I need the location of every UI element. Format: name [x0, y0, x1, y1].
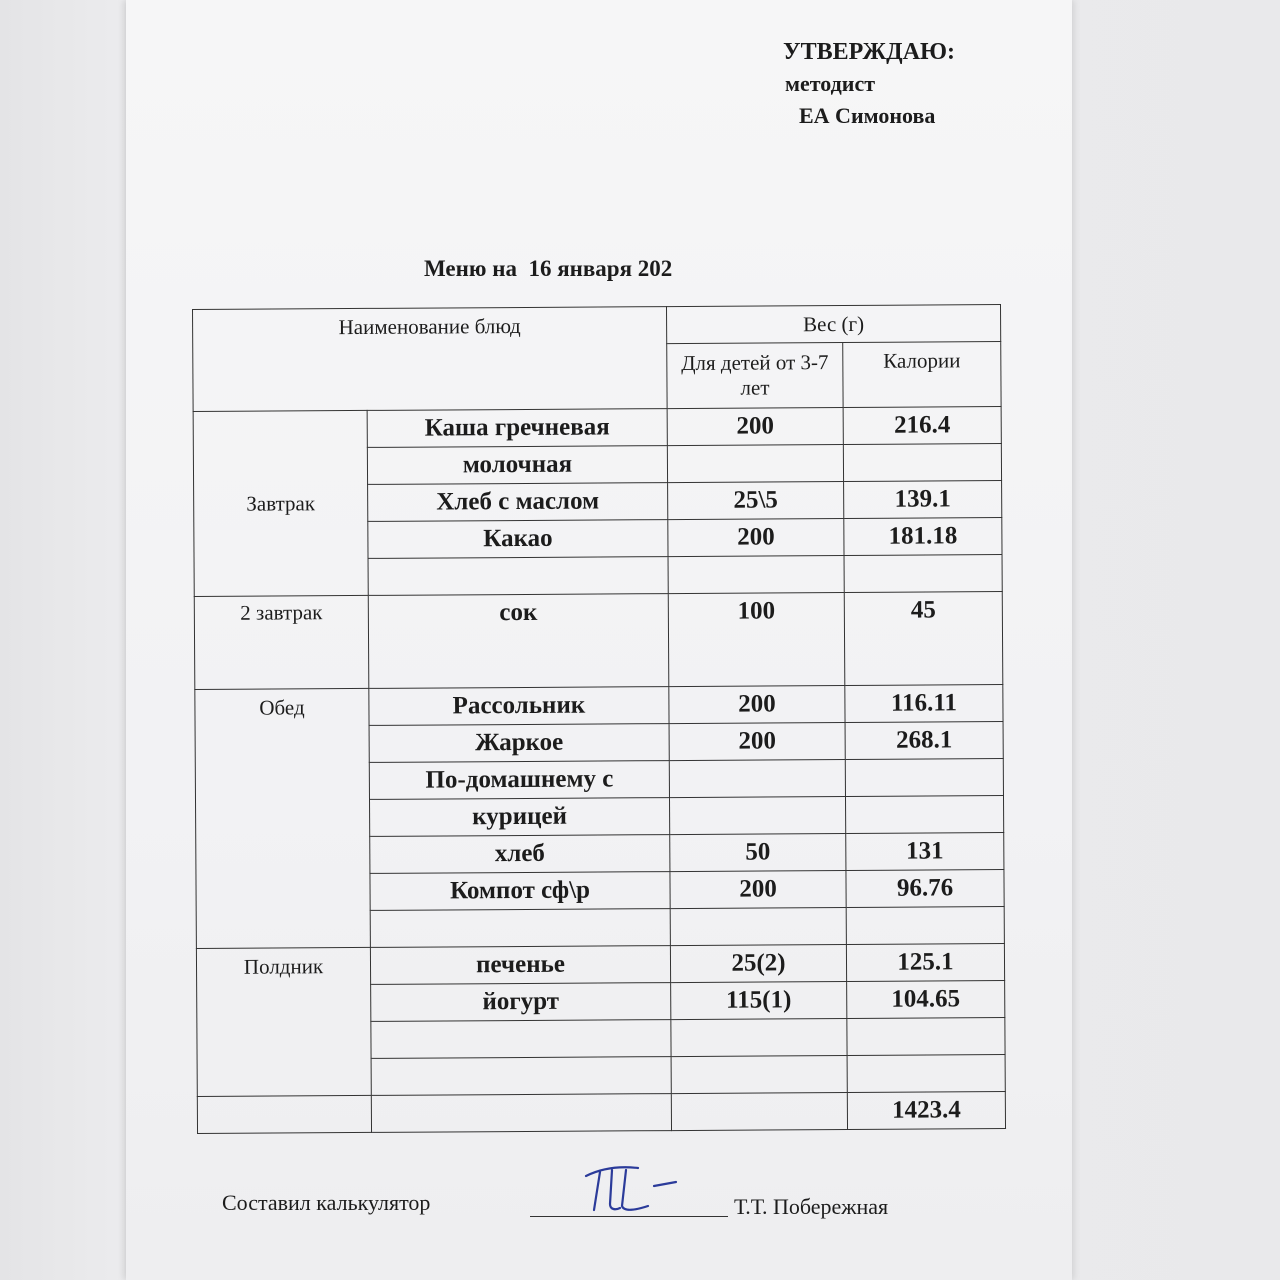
approval-title: УТВЕРЖДАЮ: [783, 39, 956, 65]
calories-cell [847, 1018, 1005, 1056]
dish-cell: молочная [367, 446, 667, 485]
weight-cell [667, 445, 843, 483]
dish-cell: Компот сф\р [370, 872, 670, 911]
calories-cell: 181.18 [844, 518, 1002, 556]
dish-cell: По-домашнему с [369, 761, 669, 800]
weight-cell: 200 [670, 871, 846, 909]
signature-icon [580, 1160, 690, 1220]
dish-cell: Хлеб с маслом [368, 483, 668, 522]
composer-name: Т.Т. Побережная [734, 1194, 889, 1219]
meal-second-breakfast: 2 завтрак [194, 595, 369, 689]
total-calories: 1423.4 [847, 1092, 1005, 1130]
header-calories: Калории [843, 342, 1001, 408]
weight-cell [670, 908, 846, 946]
calories-cell [843, 444, 1001, 482]
calories-cell [845, 796, 1003, 834]
weight-cell: 200 [668, 519, 844, 557]
dish-cell [370, 909, 670, 948]
dish-cell [371, 1057, 671, 1096]
table-row [196, 944, 1004, 986]
calories-cell: 216.4 [843, 407, 1001, 445]
composer-label: Составил калькулятор [222, 1190, 431, 1215]
dish-cell: Рассольник [369, 687, 669, 726]
calories-cell: 268.1 [845, 722, 1003, 760]
dish-cell: Каша гречневая [367, 409, 667, 448]
total-empty-cell [197, 1095, 371, 1133]
weight-cell: 25\5 [668, 482, 844, 520]
dish-cell: Какао [368, 520, 668, 559]
weight-cell [668, 556, 844, 594]
weight-cell: 115(1) [671, 982, 847, 1020]
weight-cell: 200 [667, 408, 843, 446]
calories-cell: 104.65 [847, 981, 1005, 1019]
calories-cell [846, 907, 1004, 945]
table-row [193, 407, 1001, 449]
meal-snack: Полдник [196, 947, 371, 1096]
dish-cell: хлеб [370, 835, 670, 874]
approval-block [783, 36, 1043, 132]
menu-title: Меню на 16 января 202 [424, 256, 673, 281]
calories-cell [845, 759, 1003, 797]
header-kids: Для детей от 3-7 лет [667, 343, 843, 409]
calories-cell: 139.1 [844, 481, 1002, 519]
calories-cell: 96.76 [846, 870, 1004, 908]
weight-cell [669, 760, 845, 798]
approval-name: ЕА Симонова [799, 103, 936, 128]
dish-cell: курицей [369, 798, 669, 837]
meal-breakfast: Завтрак [193, 410, 368, 596]
calories-cell: 45 [844, 592, 1003, 686]
calories-cell [844, 555, 1002, 593]
table-row [195, 685, 1003, 727]
dish-cell: йогурт [371, 983, 671, 1022]
header-weight: Вес (г) [666, 305, 1000, 344]
dish-cell: Жаркое [369, 724, 669, 763]
dish-cell: сок [368, 594, 669, 689]
table-row [194, 592, 1003, 690]
dish-cell [368, 557, 668, 596]
total-empty-cell [371, 1094, 671, 1133]
weight-cell: 100 [668, 593, 845, 687]
calories-cell: 131 [846, 833, 1004, 871]
calories-cell: 116.11 [845, 685, 1003, 723]
total-row [197, 1092, 1005, 1134]
weight-cell: 50 [670, 834, 846, 872]
total-empty-cell [671, 1093, 847, 1131]
weight-cell: 25(2) [670, 945, 846, 983]
calories-cell [847, 1055, 1005, 1093]
weight-cell [669, 797, 845, 835]
header-row [193, 305, 1001, 347]
weight-cell [671, 1019, 847, 1057]
menu-table [192, 304, 1006, 1134]
weight-cell [671, 1056, 847, 1094]
approval-role: методист [785, 71, 876, 96]
weight-cell: 200 [669, 686, 845, 724]
dish-cell: печенье [370, 946, 670, 985]
calories-cell: 125.1 [846, 944, 1004, 982]
header-dish: Наименование блюд [193, 307, 668, 412]
weight-cell: 200 [669, 723, 845, 761]
meal-lunch: Обед [195, 688, 371, 948]
dish-cell [371, 1020, 671, 1059]
